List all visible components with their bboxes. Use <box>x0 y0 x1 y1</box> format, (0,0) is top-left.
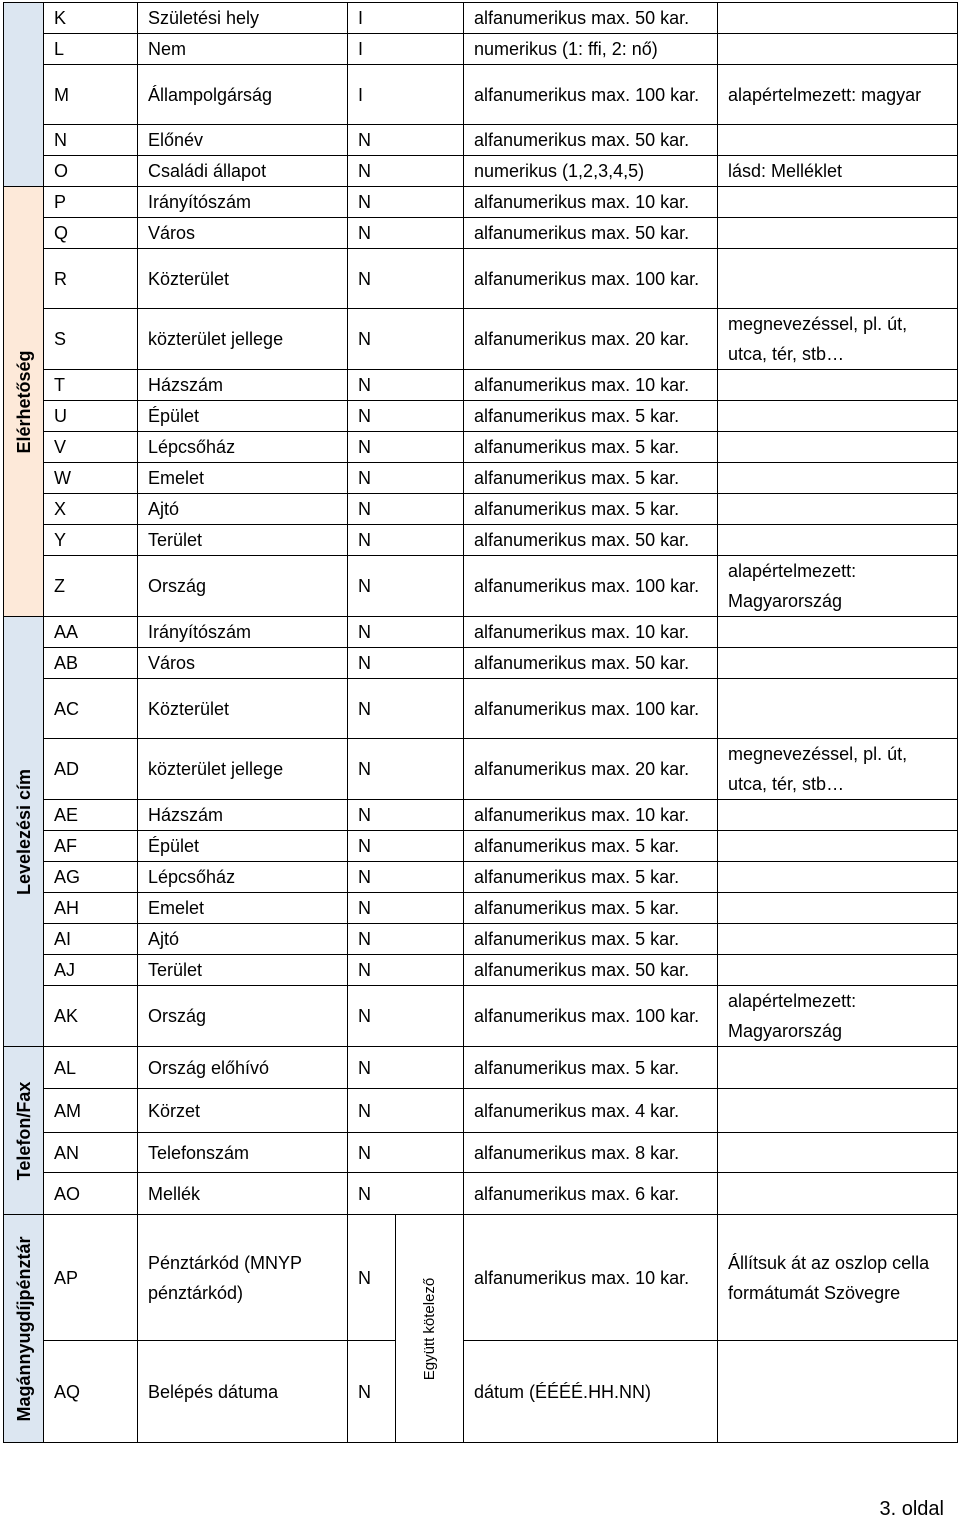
field-code: Q <box>44 218 138 249</box>
field-name: Emelet <box>138 893 348 924</box>
together-required-label: Együtt kötelező <box>420 1277 438 1380</box>
field-code: Z <box>44 556 138 617</box>
field-note <box>718 1047 958 1089</box>
field-name: Épület <box>138 401 348 432</box>
field-name: Terület <box>138 525 348 556</box>
field-type: alfanumerikus max. 10 kar. <box>464 187 718 218</box>
field-required: N <box>348 401 464 432</box>
field-required: N <box>348 463 464 494</box>
field-type: alfanumerikus max. 20 kar. <box>464 739 718 800</box>
field-note <box>718 125 958 156</box>
field-note <box>718 370 958 401</box>
field-required: N <box>348 370 464 401</box>
field-note <box>718 34 958 65</box>
field-code: AL <box>44 1047 138 1089</box>
field-type: alfanumerikus max. 6 kar. <box>464 1173 718 1215</box>
group-cell-telefon <box>4 1047 44 1215</box>
field-note <box>718 1173 958 1215</box>
field-required: N <box>348 309 464 370</box>
field-type: alfanumerikus max. 100 kar. <box>464 986 718 1047</box>
field-note <box>718 679 958 739</box>
field-type: alfanumerikus max. 4 kar. <box>464 1089 718 1133</box>
field-note <box>718 617 958 648</box>
field-required: N <box>348 187 464 218</box>
group-label: Elérhetőség <box>13 349 34 454</box>
field-name: Közterület <box>138 249 348 309</box>
field-required: N <box>348 679 464 739</box>
field-code: AM <box>44 1089 138 1133</box>
field-required: I <box>348 34 464 65</box>
field-code: AC <box>44 679 138 739</box>
field-name: Ország <box>138 556 348 617</box>
field-name: Állampolgárság <box>138 65 348 125</box>
field-name: Irányítószám <box>138 187 348 218</box>
field-name: Pénztárkód (MNYP pénztárkód) <box>138 1215 348 1341</box>
field-note <box>718 432 958 463</box>
field-name: Lépcsőház <box>138 432 348 463</box>
field-name: Ország előhívó <box>138 1047 348 1089</box>
field-required: N <box>348 1341 396 1443</box>
field-type: alfanumerikus max. 5 kar. <box>464 862 718 893</box>
field-name: Terület <box>138 955 348 986</box>
field-name: Házszám <box>138 370 348 401</box>
field-type: alfanumerikus max. 5 kar. <box>464 401 718 432</box>
group-cell-elerhetoseg <box>4 187 44 617</box>
field-required: N <box>348 800 464 831</box>
field-name: Nem <box>138 34 348 65</box>
field-code: U <box>44 401 138 432</box>
field-name: Mellék <box>138 1173 348 1215</box>
field-name: Ajtó <box>138 924 348 955</box>
field-note: alapértelmezett: Magyarország <box>718 556 958 617</box>
field-name: Családi állapot <box>138 156 348 187</box>
field-code: AE <box>44 800 138 831</box>
field-type: alfanumerikus max. 50 kar. <box>464 218 718 249</box>
field-note <box>718 3 958 34</box>
field-note: megnevezéssel, pl. út, utca, tér, stb… <box>718 309 958 370</box>
field-code: AF <box>44 831 138 862</box>
field-code: AA <box>44 617 138 648</box>
field-code: AQ <box>44 1341 138 1443</box>
field-type: alfanumerikus max. 5 kar. <box>464 494 718 525</box>
field-type: numerikus (1: ffi, 2: nő) <box>464 34 718 65</box>
field-spec-table <box>3 2 958 1443</box>
field-required: N <box>348 156 464 187</box>
field-code: Y <box>44 525 138 556</box>
field-type: alfanumerikus max. 100 kar. <box>464 556 718 617</box>
field-name: Telefonszám <box>138 1133 348 1173</box>
field-type: dátum (ÉÉÉÉ.HH.NN) <box>464 1341 718 1443</box>
field-note <box>718 525 958 556</box>
field-name: Ország <box>138 986 348 1047</box>
field-note <box>718 893 958 924</box>
page-number: 3. oldal <box>879 1498 944 1520</box>
field-type: alfanumerikus max. 5 kar. <box>464 831 718 862</box>
field-note <box>718 1341 958 1443</box>
field-name: Körzet <box>138 1089 348 1133</box>
field-code: T <box>44 370 138 401</box>
field-type: alfanumerikus max. 100 kar. <box>464 249 718 309</box>
field-name: Házszám <box>138 800 348 831</box>
field-required: I <box>348 3 464 34</box>
field-code: AO <box>44 1173 138 1215</box>
field-type: alfanumerikus max. 5 kar. <box>464 1047 718 1089</box>
field-note: Állítsuk át az oszlop cella formátumát Szövegre <box>718 1215 958 1341</box>
field-name: közterület jellege <box>138 739 348 800</box>
field-name: Emelet <box>138 463 348 494</box>
field-name: Előnév <box>138 125 348 156</box>
field-type: alfanumerikus max. 50 kar. <box>464 955 718 986</box>
field-code: AP <box>44 1215 138 1341</box>
field-note <box>718 249 958 309</box>
field-note <box>718 648 958 679</box>
field-required: N <box>348 617 464 648</box>
field-code: AN <box>44 1133 138 1173</box>
field-note <box>718 218 958 249</box>
field-note <box>718 494 958 525</box>
field-type: alfanumerikus max. 5 kar. <box>464 463 718 494</box>
field-code: AH <box>44 893 138 924</box>
field-required: I <box>348 65 464 125</box>
field-required: N <box>348 893 464 924</box>
field-type: alfanumerikus max. 50 kar. <box>464 648 718 679</box>
field-code: AJ <box>44 955 138 986</box>
field-note <box>718 800 958 831</box>
field-name: Ajtó <box>138 494 348 525</box>
field-code: K <box>44 3 138 34</box>
group-label: Magánnyugdíjpénztár <box>13 1235 34 1422</box>
group-cell-personal <box>4 3 44 187</box>
field-name: Épület <box>138 831 348 862</box>
field-note: alapértelmezett: Magyarország <box>718 986 958 1047</box>
field-type: alfanumerikus max. 100 kar. <box>464 679 718 739</box>
together-required-cell <box>396 1215 464 1443</box>
field-code: V <box>44 432 138 463</box>
field-required: N <box>348 494 464 525</box>
field-code: N <box>44 125 138 156</box>
field-type: alfanumerikus max. 50 kar. <box>464 3 718 34</box>
field-note <box>718 1089 958 1133</box>
field-type: alfanumerikus max. 5 kar. <box>464 924 718 955</box>
field-type: alfanumerikus max. 50 kar. <box>464 525 718 556</box>
field-required: N <box>348 1215 396 1341</box>
field-name: Születési hely <box>138 3 348 34</box>
field-code: AD <box>44 739 138 800</box>
group-cell-magannyugdij <box>4 1215 44 1443</box>
field-required: N <box>348 556 464 617</box>
field-required: N <box>348 862 464 893</box>
field-type: alfanumerikus max. 20 kar. <box>464 309 718 370</box>
field-note: lásd: Melléklet <box>718 156 958 187</box>
field-code: AI <box>44 924 138 955</box>
field-code: S <box>44 309 138 370</box>
field-note <box>718 401 958 432</box>
field-required: N <box>348 739 464 800</box>
field-type: alfanumerikus max. 10 kar. <box>464 617 718 648</box>
field-required: N <box>348 986 464 1047</box>
field-note <box>718 924 958 955</box>
field-code: X <box>44 494 138 525</box>
field-name: Közterület <box>138 679 348 739</box>
group-label: Levelezési cím <box>13 768 34 895</box>
field-note <box>718 862 958 893</box>
field-type: numerikus (1,2,3,4,5) <box>464 156 718 187</box>
field-required: N <box>348 125 464 156</box>
field-code: R <box>44 249 138 309</box>
field-required: N <box>348 831 464 862</box>
field-type: alfanumerikus max. 100 kar. <box>464 65 718 125</box>
field-code: AG <box>44 862 138 893</box>
field-name: Város <box>138 218 348 249</box>
field-required: N <box>348 924 464 955</box>
field-name: Irányítószám <box>138 617 348 648</box>
field-code: AK <box>44 986 138 1047</box>
group-label: Telefon/Fax <box>13 1081 34 1180</box>
field-note <box>718 1133 958 1173</box>
field-note <box>718 955 958 986</box>
field-name: Belépés dátuma <box>138 1341 348 1443</box>
field-type: alfanumerikus max. 8 kar. <box>464 1133 718 1173</box>
field-name: Lépcsőház <box>138 862 348 893</box>
field-type: alfanumerikus max. 50 kar. <box>464 125 718 156</box>
field-note <box>718 463 958 494</box>
field-required: N <box>348 218 464 249</box>
field-type: alfanumerikus max. 5 kar. <box>464 432 718 463</box>
field-type: alfanumerikus max. 10 kar. <box>464 370 718 401</box>
field-note: alapértelmezett: magyar <box>718 65 958 125</box>
field-required: N <box>348 525 464 556</box>
field-code: W <box>44 463 138 494</box>
field-code: L <box>44 34 138 65</box>
group-cell-levelezesi <box>4 617 44 1047</box>
field-code: M <box>44 65 138 125</box>
field-code: O <box>44 156 138 187</box>
field-required: N <box>348 1173 464 1215</box>
field-type: alfanumerikus max. 5 kar. <box>464 893 718 924</box>
field-note: megnevezéssel, pl. út, utca, tér, stb… <box>718 739 958 800</box>
field-required: N <box>348 1089 464 1133</box>
field-required: N <box>348 1133 464 1173</box>
field-name: Város <box>138 648 348 679</box>
field-name: közterület jellege <box>138 309 348 370</box>
field-note <box>718 831 958 862</box>
field-required: N <box>348 1047 464 1089</box>
field-required: N <box>348 648 464 679</box>
field-code: P <box>44 187 138 218</box>
field-type: alfanumerikus max. 10 kar. <box>464 1215 718 1341</box>
field-required: N <box>348 432 464 463</box>
field-code: AB <box>44 648 138 679</box>
field-required: N <box>348 955 464 986</box>
field-type: alfanumerikus max. 10 kar. <box>464 800 718 831</box>
field-required: N <box>348 249 464 309</box>
field-note <box>718 187 958 218</box>
